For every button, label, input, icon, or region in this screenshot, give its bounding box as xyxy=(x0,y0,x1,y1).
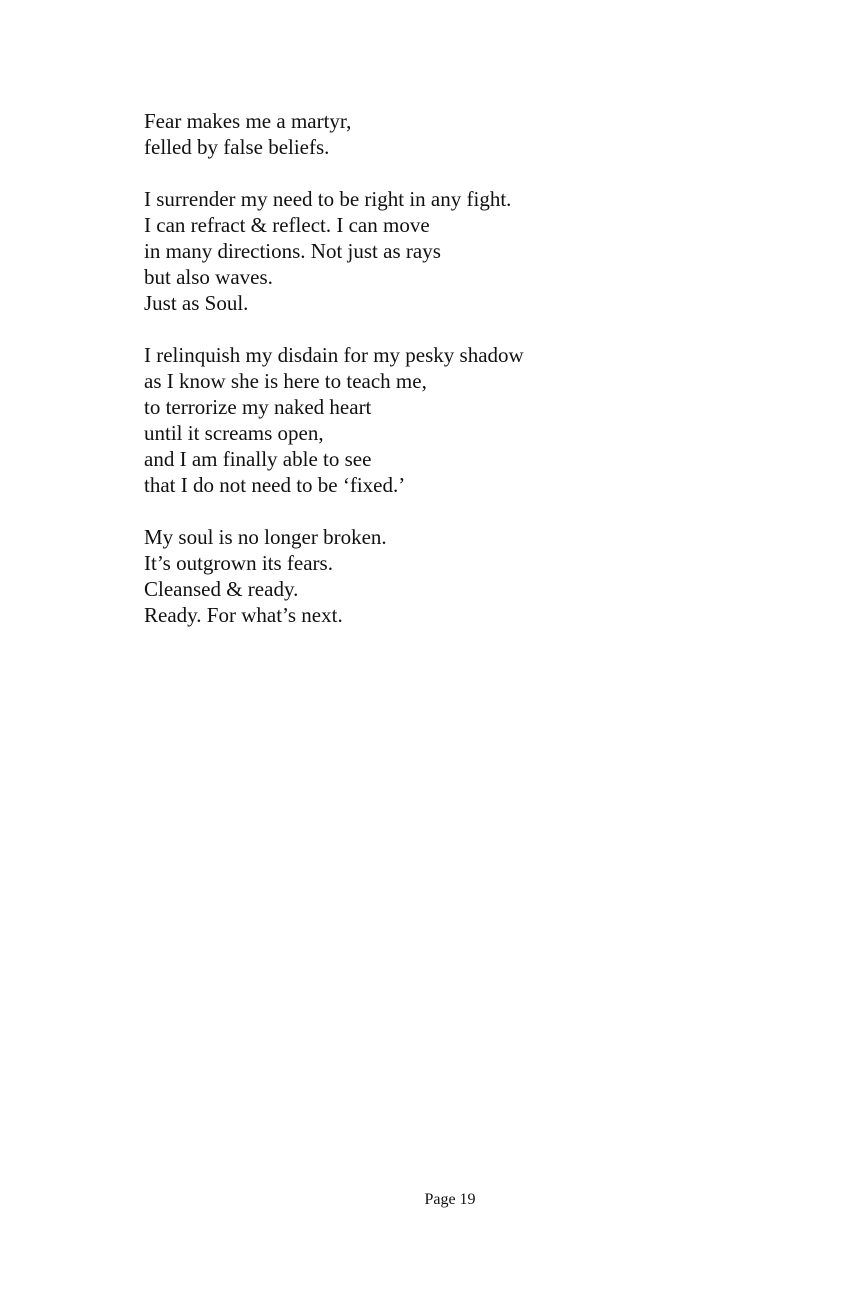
stanza-3 xyxy=(144,342,784,498)
poem-line: felled by false beliefs. xyxy=(144,135,330,159)
stanza-4 xyxy=(144,524,784,628)
poem-body xyxy=(144,108,784,654)
poem-line: I surrender my need to be right in any fight. xyxy=(144,187,512,211)
poem-line: It’s outgrown its fears. xyxy=(144,551,333,575)
stanza-2 xyxy=(144,186,784,316)
stanza-1 xyxy=(144,108,784,160)
poem-line: Just as Soul. xyxy=(144,291,249,315)
poem-line: that I do not need to be ‘fixed.’ xyxy=(144,473,406,497)
poem-line: I can refract & reflect. I can move xyxy=(144,213,430,237)
poem-line: and I am finally able to see xyxy=(144,447,372,471)
poem-line: until it screams open, xyxy=(144,421,324,445)
poem-line: Cleansed & ready. xyxy=(144,577,299,601)
poem-line: I relinquish my disdain for my pesky shadow xyxy=(144,343,524,367)
poem-line: but also waves. xyxy=(144,265,273,289)
poem-line: Ready. For what’s next. xyxy=(144,603,343,627)
poem-line: My soul is no longer broken. xyxy=(144,525,387,549)
page-number: Page 19 xyxy=(424,1191,476,1208)
poem-line: as I know she is here to teach me, xyxy=(144,369,427,393)
poem-line: Fear makes me a martyr, xyxy=(144,109,352,133)
poem-line: in many directions. Not just as rays xyxy=(144,239,441,263)
poem-line: to terrorize my naked heart xyxy=(144,395,372,419)
